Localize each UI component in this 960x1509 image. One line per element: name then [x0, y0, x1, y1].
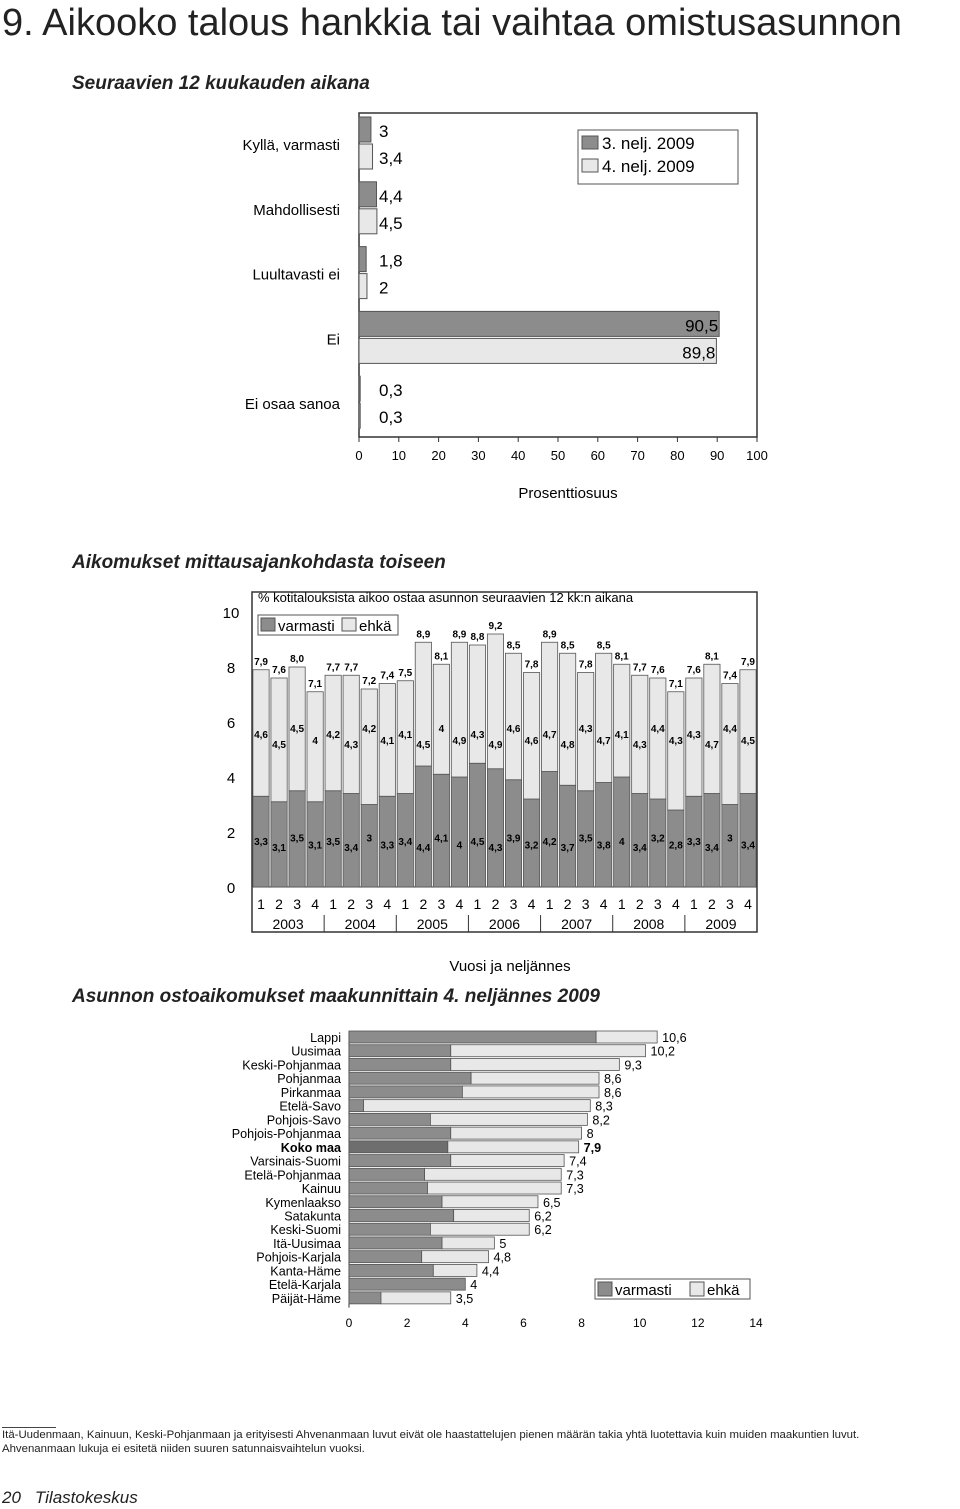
bar-varmasti [349, 1223, 430, 1235]
label-ehka: 4,5 [272, 740, 287, 751]
bar-varmasti [349, 1113, 430, 1125]
label-ehka: 4 [312, 736, 318, 747]
total-label: 3,5 [455, 1291, 474, 1306]
label-varmasti: 3,2 [524, 840, 539, 852]
quarter-label: 2 [419, 896, 428, 912]
bar-ehka [422, 1251, 489, 1263]
label-varmasti: 3 [366, 833, 373, 845]
legend-swatch [598, 1282, 612, 1296]
bar-varmasti [349, 1209, 454, 1221]
total-label: 6,2 [534, 1209, 552, 1224]
label-total: 8,8 [470, 632, 485, 643]
region-label: Kainuu [301, 1182, 341, 1197]
x-tick-label: 8 [578, 1316, 585, 1330]
page-footer [2, 1488, 138, 1508]
quarter-label: 4 [599, 896, 608, 912]
quarter-label: 3 [437, 896, 446, 912]
label-total: 7,4 [722, 670, 737, 682]
y-tick-label: 0 [226, 880, 236, 897]
x-tick-label: 12 [691, 1316, 705, 1330]
bar-ehka [425, 1168, 562, 1180]
region-label: Etelä-Karjala [268, 1278, 341, 1293]
bar-ehka [454, 1209, 530, 1221]
total-label: 7,4 [569, 1154, 587, 1169]
quarter-label: 1 [545, 896, 554, 912]
total-label: 7,3 [566, 1168, 584, 1183]
quarter-label: 2 [347, 896, 356, 912]
x-tick-label: 50 [550, 448, 566, 463]
bar-ehka [596, 1031, 657, 1043]
x-tick-label: 70 [630, 448, 645, 463]
total-label: 5 [499, 1236, 507, 1251]
year-label: 2005 [416, 916, 448, 932]
label-varmasti: 3,4 [344, 843, 359, 854]
label-varmasti: 3,2 [650, 833, 665, 845]
bar-ehka [430, 1113, 587, 1125]
data-label: 4,5 [379, 213, 403, 233]
label-ehka: 4,2 [326, 730, 341, 741]
label-varmasti: 3,8 [596, 840, 611, 852]
region-label: Pohjois-Savo [266, 1113, 341, 1128]
quarter-label: 1 [473, 896, 482, 912]
bar-varmasti [349, 1058, 451, 1070]
region-label: Satakunta [284, 1209, 341, 1224]
label-varmasti: 4,1 [434, 833, 449, 845]
bar-ehka [462, 1086, 599, 1098]
page-number: 20 [2, 1488, 21, 1507]
label-varmasti: 3,5 [326, 837, 341, 848]
label-varmasti: 4,5 [470, 837, 485, 848]
region-label: Pohjanmaa [277, 1072, 341, 1087]
total-label: 8,6 [604, 1072, 622, 1087]
quarter-label: 3 [293, 896, 301, 912]
footnote-line-2: Ahvenanmaan lukuja ei esitetä niiden suuren satunnaisvaihtelun vuoksi. [2, 1443, 365, 1455]
bar-varmasti [349, 1264, 433, 1276]
label-total: 7,1 [668, 678, 683, 690]
legend-label: varmasti [278, 618, 335, 635]
label-varmasti: 3 [727, 833, 733, 845]
region-label: Kanta-Häme [270, 1264, 341, 1279]
x-tick-label: 60 [590, 448, 606, 463]
region-label: Etelä-Savo [279, 1099, 341, 1114]
x-tick-label: 100 [746, 448, 768, 463]
label-total: 7,9 [741, 656, 755, 668]
x-tick-label: 30 [471, 448, 486, 463]
total-label: 4 [470, 1278, 478, 1293]
label-total: 7,7 [344, 662, 359, 674]
region-label: Lappi [310, 1031, 341, 1045]
x-tick-label: 80 [670, 448, 685, 463]
label-total: 7,6 [650, 665, 665, 676]
data-label: 3,4 [379, 149, 403, 168]
label-ehka: 4,1 [614, 730, 629, 741]
total-label: 7,3 [566, 1182, 584, 1197]
label-ehka: 4,5 [741, 736, 755, 747]
bar-ehka [442, 1237, 494, 1249]
y-tick-label: 10 [222, 605, 240, 622]
y-tick-label: 8 [226, 660, 236, 677]
bar-ehka [430, 1223, 529, 1235]
quarter-label: 3 [726, 896, 734, 912]
label-ehka: 4 [438, 724, 445, 735]
quarter-label: 4 [527, 896, 536, 912]
label-varmasti: 3,4 [632, 843, 647, 854]
label-ehka: 4,9 [452, 736, 467, 747]
bar-ehka [433, 1264, 477, 1276]
label-total: 8,9 [452, 629, 467, 641]
x-tick-label: 10 [391, 448, 407, 463]
year-label: 2007 [561, 916, 593, 932]
data-label: 90,5 [685, 316, 719, 336]
bar-varmasti [349, 1072, 471, 1084]
label-ehka: 4,3 [470, 730, 485, 741]
x-tick-label: 14 [749, 1316, 763, 1330]
bar-varmasti [349, 1127, 451, 1139]
region-label: Kymenlaakso [265, 1195, 341, 1210]
quarter-label: 2 [275, 896, 283, 912]
quarter-label: 1 [329, 896, 338, 912]
label-ehka: 4,4 [650, 724, 665, 735]
label-ehka: 4,3 [632, 740, 647, 751]
total-label: 4,8 [493, 1250, 512, 1265]
label-varmasti: 3,4 [741, 840, 755, 852]
label-ehka: 4,5 [416, 740, 431, 751]
quarter-label: 4 [671, 896, 680, 912]
x-axis-title: Vuosi ja neljännes [449, 958, 571, 975]
label-total: 7,5 [398, 667, 413, 679]
label-varmasti: 3,1 [272, 843, 287, 854]
bar-ehka [427, 1182, 561, 1194]
label-total: 8,1 [434, 651, 449, 663]
bar-ehka [442, 1196, 538, 1208]
label-ehka: 4,9 [488, 740, 503, 751]
label-varmasti: 3,3 [254, 837, 268, 848]
label-total: 8,5 [506, 640, 521, 652]
label-total: 8,0 [290, 654, 305, 665]
quarter-label: 4 [744, 896, 752, 912]
legend-swatch [690, 1282, 704, 1296]
category-label: Ei osaa sanoa [244, 396, 340, 414]
bar-varmasti [349, 1155, 451, 1167]
label-ehka: 4,1 [380, 736, 395, 747]
quarter-label: 3 [509, 896, 518, 912]
label-varmasti: 2,8 [668, 840, 683, 852]
total-label: 8,6 [604, 1085, 622, 1100]
label-ehka: 4,6 [524, 736, 539, 747]
total-label: 8,3 [595, 1099, 613, 1114]
label-total: 8,1 [614, 651, 629, 663]
year-label: 2009 [705, 916, 737, 932]
x-tick-label: 0 [345, 1316, 353, 1330]
label-varmasti: 4,3 [488, 843, 503, 854]
total-label: 6,5 [542, 1195, 561, 1210]
bar-ehka [451, 1127, 582, 1139]
x-tick-label: 6 [520, 1316, 527, 1330]
total-label: 8,2 [592, 1113, 610, 1128]
data-label: 1,8 [379, 251, 403, 271]
label-total: 8,9 [542, 629, 557, 641]
label-varmasti: 3,7 [560, 843, 575, 854]
label-varmasti: 3,9 [506, 833, 521, 845]
label-total: 7,8 [578, 659, 593, 671]
region-label: Pohjois-Karjala [256, 1250, 341, 1265]
total-label: 4,4 [481, 1264, 500, 1279]
label-total: 8,9 [416, 629, 431, 641]
label-ehka: 4,1 [398, 730, 413, 741]
region-label: Keski-Pohjanmaa [242, 1058, 341, 1073]
quarter-label: 4 [383, 896, 392, 912]
label-total: 9,2 [488, 621, 503, 632]
label-ehka: 4,6 [506, 724, 521, 735]
label-ehka: 4,3 [686, 730, 701, 741]
category-label: Luultavasti ei [252, 266, 340, 284]
quarter-label: 1 [617, 896, 626, 912]
bar-varmasti [349, 1045, 451, 1057]
total-label: 6,2 [534, 1223, 552, 1238]
label-ehka: 4,7 [542, 730, 557, 741]
footnote-line-1: Itä-Uudenmaan, Kainuun, Keski-Pohjanmaan ja erityisesti Ahvenanmaan luvut eivät ole haastattelujen pienen määrän takia yhtä luotettavia kuin muiden maakuntien luvut. [2, 1429, 860, 1441]
bar-varmasti [349, 1168, 425, 1180]
x-tick-label: 2 [403, 1316, 411, 1330]
data-label: 0,3 [379, 408, 403, 428]
region-label: Päijät-Häme [271, 1291, 341, 1306]
year-label: 2006 [488, 916, 521, 932]
legend-label: varmasti [615, 1282, 672, 1299]
legend-label: 3. nelj. 2009 [602, 134, 695, 153]
page-title: 9. Aikooko talous hankkia tai vaihtaa omistusasunnon [2, 2, 902, 44]
bar-varmasti [349, 1196, 442, 1208]
bar-ehka [448, 1141, 579, 1153]
bar-varmasti [349, 1086, 462, 1098]
label-varmasti: 4 [456, 840, 463, 852]
y-tick-label: 2 [226, 825, 236, 842]
y-tick-label: 4 [226, 770, 236, 787]
category-label: Ei [326, 331, 340, 349]
category-label: Kyllä, varmasti [242, 137, 340, 154]
quarter-label: 3 [653, 896, 662, 912]
label-varmasti: 3,4 [704, 843, 719, 854]
data-label: 0,3 [379, 381, 403, 401]
label-total: 7,2 [362, 676, 377, 687]
bar-ehka [364, 1100, 591, 1112]
chart3-heading: Asunnon ostoaikomukset maakunnittain 4. neljännes 2009 [72, 986, 600, 1007]
label-total: 7,6 [686, 665, 701, 676]
label-total: 8,1 [704, 651, 719, 663]
bar-varmasti [349, 1292, 381, 1304]
x-tick-label: 40 [510, 448, 526, 463]
total-label: 7,9 [583, 1140, 602, 1155]
label-ehka: 4,3 [668, 736, 683, 747]
label-ehka: 4,2 [362, 724, 377, 735]
label-total: 7,9 [254, 656, 268, 668]
label-ehka: 4,6 [254, 730, 268, 741]
publisher-name: Tilastokeskus [34, 1488, 138, 1507]
bar-varmasti [349, 1182, 427, 1194]
x-tick-label: 4 [461, 1316, 469, 1330]
quarter-label: 2 [708, 896, 716, 912]
region-label: Pohjois-Pohjanmaa [231, 1127, 341, 1142]
quarter-label: 2 [635, 896, 644, 912]
bar-varmasti [349, 1100, 364, 1112]
label-total: 8,5 [596, 640, 611, 652]
quarter-label: 4 [311, 896, 320, 912]
label-ehka: 4,7 [596, 736, 611, 747]
bar-ehka [471, 1072, 599, 1084]
x-tick-label: 20 [431, 448, 446, 463]
total-label: 8 [586, 1127, 594, 1142]
label-total: 7,1 [308, 678, 323, 690]
label-varmasti: 3,5 [290, 833, 305, 845]
quarter-label: 3 [365, 896, 374, 912]
label-total: 7,4 [380, 670, 395, 682]
region-label: Koko maa [280, 1140, 341, 1155]
chart1-heading: Seuraavien 12 kuukauden aikana [72, 73, 370, 94]
label-varmasti: 3,3 [380, 840, 395, 852]
bar-ehka [451, 1155, 564, 1167]
data-label: 2 [379, 278, 389, 298]
bar-varmasti [349, 1237, 442, 1249]
y-tick-label: 6 [226, 715, 236, 732]
bar-ehka [451, 1058, 620, 1070]
label-total: 7,6 [272, 665, 287, 676]
quarter-label: 2 [491, 896, 500, 912]
year-label: 2004 [344, 916, 376, 932]
x-tick-label: 0 [355, 448, 363, 463]
quarter-label: 3 [581, 896, 590, 912]
legend-label: ehkä [359, 618, 392, 635]
label-varmasti: 4 [618, 837, 625, 848]
label-varmasti: 3,5 [578, 833, 593, 845]
label-ehka: 4,8 [560, 740, 575, 751]
label-varmasti: 4,4 [416, 843, 431, 854]
region-label: Itä-Uusimaa [273, 1236, 341, 1251]
data-label: 4,4 [379, 186, 403, 206]
quarter-label: 1 [689, 896, 698, 912]
x-tick-label: 10 [633, 1316, 647, 1330]
data-label: 89,8 [682, 343, 716, 363]
bar-varmasti [349, 1251, 422, 1263]
legend-label: ehkä [707, 1282, 740, 1299]
region-label: Uusimaa [291, 1044, 341, 1059]
label-total: 8,5 [560, 640, 575, 652]
x-tick-label: 90 [709, 448, 725, 463]
label-varmasti: 4,2 [542, 837, 557, 848]
label-varmasti: 3,4 [398, 837, 413, 848]
bar-varmasti [349, 1031, 596, 1043]
footnote-rule [2, 1427, 56, 1428]
region-label: Keski-Suomi [270, 1223, 341, 1238]
label-ehka: 4,3 [344, 740, 359, 751]
label-total: 7,7 [632, 662, 647, 674]
label-varmasti: 3,3 [686, 837, 701, 848]
region-label: Varsinais-Suomi [250, 1154, 341, 1169]
quarter-label: 4 [455, 896, 464, 912]
quarter-label: 1 [401, 896, 410, 912]
quarter-label: 1 [257, 896, 265, 912]
year-label: 2008 [633, 916, 665, 932]
label-ehka: 4,3 [578, 724, 593, 735]
bar-varmasti [349, 1141, 448, 1153]
total-label: 9,3 [624, 1058, 642, 1073]
category-label: Mahdollisesti [253, 201, 340, 219]
legend-label: 4. nelj. 2009 [602, 157, 695, 176]
chart2-heading: Aikomukset mittausajankohdasta toiseen [72, 552, 446, 573]
region-label: Pirkanmaa [280, 1085, 341, 1100]
label-ehka: 4,5 [290, 724, 305, 735]
chart-subtitle: % kotitalouksista aikoo ostaa asunnon seuraavien 12 kk:n aikana [258, 590, 634, 605]
total-label: 10,2 [650, 1044, 676, 1059]
label-total: 7,8 [524, 659, 539, 671]
bar-varmasti [349, 1278, 465, 1290]
label-ehka: 4,7 [704, 740, 719, 751]
region-label: Etelä-Pohjanmaa [244, 1168, 341, 1183]
x-axis-title: Prosenttiosuus [518, 485, 618, 502]
label-varmasti: 3,1 [308, 840, 323, 852]
data-label: 3 [379, 122, 389, 141]
label-total: 7,7 [326, 662, 341, 674]
bar-ehka [451, 1045, 646, 1057]
total-label: 10,6 [662, 1031, 687, 1045]
label-ehka: 4,4 [722, 724, 737, 735]
quarter-label: 2 [563, 896, 572, 912]
bar-ehka [381, 1292, 451, 1304]
year-label: 2003 [272, 916, 304, 932]
